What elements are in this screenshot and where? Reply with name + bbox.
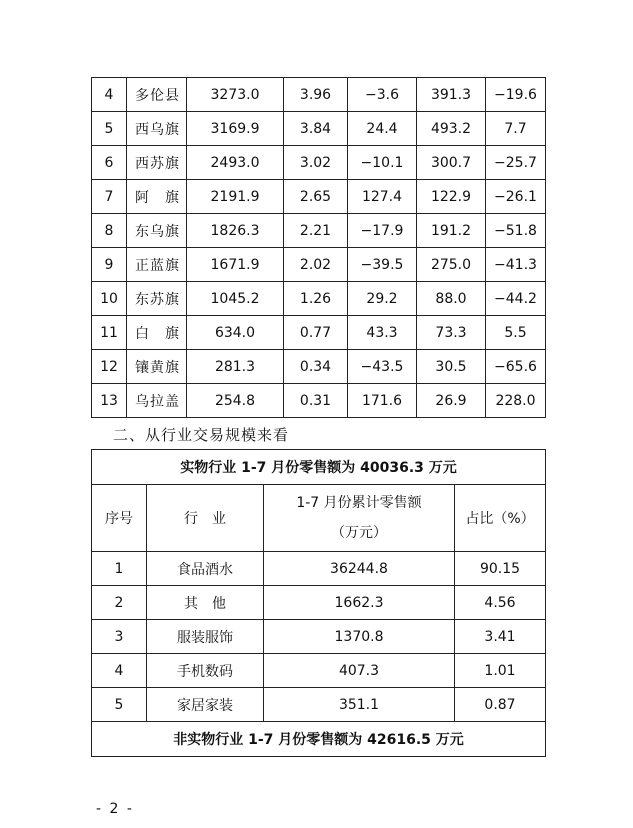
table-row	[92, 688, 546, 722]
change-cell: 5.5	[486, 316, 546, 350]
growth-cell: −43.5	[348, 350, 417, 384]
table-row	[92, 146, 546, 180]
retail-amount-cell: 1671.9	[187, 248, 284, 282]
seq-cell: 5	[92, 688, 147, 722]
table-row	[92, 248, 546, 282]
table-row	[92, 620, 546, 654]
header-industry: 行 业	[147, 485, 264, 552]
retail-amount-cell: 634.0	[187, 316, 284, 350]
table-row	[92, 112, 546, 146]
header-amount-line2: （万元）	[331, 525, 387, 541]
table-row	[92, 350, 546, 384]
share-cell: 0.31	[284, 384, 348, 418]
nonphysical-industry-banner: 非实物行业 1-7 月份零售额为 42616.5 万元	[92, 722, 546, 757]
page-number: - 2 -	[96, 801, 134, 817]
share-cell: 3.84	[284, 112, 348, 146]
county-name-cell: 东苏旗	[127, 282, 187, 316]
county-name-cell: 白 旗	[127, 316, 187, 350]
growth-cell: 171.6	[348, 384, 417, 418]
share-cell: 4.56	[455, 586, 546, 620]
rank-cell: 8	[92, 214, 127, 248]
value-cell: 122.9	[417, 180, 486, 214]
value-cell: 88.0	[417, 282, 486, 316]
table-row	[92, 654, 546, 688]
seq-cell: 3	[92, 620, 147, 654]
share-cell: 1.01	[455, 654, 546, 688]
growth-cell: −39.5	[348, 248, 417, 282]
county-retail-table	[91, 77, 546, 418]
header-seq: 序号	[92, 485, 147, 552]
table-row	[92, 384, 546, 418]
table-row	[92, 552, 546, 586]
share-cell: 2.65	[284, 180, 348, 214]
section-heading: 二、从行业交易规模来看	[113, 426, 290, 444]
retail-amount-cell: 3273.0	[187, 78, 284, 112]
change-cell: −44.2	[486, 282, 546, 316]
county-name-cell: 正蓝旗	[127, 248, 187, 282]
seq-cell: 1	[92, 552, 147, 586]
industry-retail-table	[91, 449, 546, 757]
share-cell: 1.26	[284, 282, 348, 316]
industry-name-cell: 家居家装	[147, 688, 264, 722]
change-cell: 228.0	[486, 384, 546, 418]
amount-cell: 36244.8	[264, 552, 455, 586]
seq-cell: 2	[92, 586, 147, 620]
retail-amount-cell: 2191.9	[187, 180, 284, 214]
retail-amount-cell: 3169.9	[187, 112, 284, 146]
change-cell: −51.8	[486, 214, 546, 248]
table-row	[92, 180, 546, 214]
share-cell: 3.02	[284, 146, 348, 180]
growth-cell: 24.4	[348, 112, 417, 146]
share-cell: 0.87	[455, 688, 546, 722]
county-name-cell: 镶黄旗	[127, 350, 187, 384]
seq-cell: 4	[92, 654, 147, 688]
change-cell: −19.6	[486, 78, 546, 112]
industry-name-cell: 服装服饰	[147, 620, 264, 654]
retail-amount-cell: 1826.3	[187, 214, 284, 248]
rank-cell: 12	[92, 350, 127, 384]
amount-cell: 1662.3	[264, 586, 455, 620]
rank-cell: 13	[92, 384, 127, 418]
share-cell: 0.34	[284, 350, 348, 384]
table-row	[92, 316, 546, 350]
table-row	[92, 282, 546, 316]
industry-name-cell: 其 他	[147, 586, 264, 620]
rank-cell: 6	[92, 146, 127, 180]
amount-cell: 1370.8	[264, 620, 455, 654]
share-cell: 2.21	[284, 214, 348, 248]
industry-name-cell: 食品酒水	[147, 552, 264, 586]
growth-cell: 43.3	[348, 316, 417, 350]
county-name-cell: 西乌旗	[127, 112, 187, 146]
growth-cell: −10.1	[348, 146, 417, 180]
share-cell: 3.41	[455, 620, 546, 654]
county-name-cell: 乌拉盖	[127, 384, 187, 418]
physical-industry-banner: 实物行业 1-7 月份零售额为 40036.3 万元	[92, 450, 546, 485]
value-cell: 30.5	[417, 350, 486, 384]
retail-amount-cell: 281.3	[187, 350, 284, 384]
rank-cell: 11	[92, 316, 127, 350]
value-cell: 275.0	[417, 248, 486, 282]
share-cell: 90.15	[455, 552, 546, 586]
header-amount-line1: 1-7 月份累计零售额	[296, 495, 422, 511]
growth-cell: −3.6	[348, 78, 417, 112]
change-cell: −26.1	[486, 180, 546, 214]
share-cell: 3.96	[284, 78, 348, 112]
retail-amount-cell: 1045.2	[187, 282, 284, 316]
change-cell: −65.6	[486, 350, 546, 384]
share-cell: 2.02	[284, 248, 348, 282]
value-cell: 191.2	[417, 214, 486, 248]
header-share: 占比（%）	[455, 485, 546, 552]
header-amount	[264, 485, 455, 552]
retail-amount-cell: 254.8	[187, 384, 284, 418]
table-row	[92, 586, 546, 620]
rank-cell: 10	[92, 282, 127, 316]
county-name-cell: 多伦县	[127, 78, 187, 112]
change-cell: −41.3	[486, 248, 546, 282]
rank-cell: 5	[92, 112, 127, 146]
share-cell: 0.77	[284, 316, 348, 350]
table-row	[92, 78, 546, 112]
table-row	[92, 722, 546, 757]
rank-cell: 4	[92, 78, 127, 112]
retail-amount-cell: 2493.0	[187, 146, 284, 180]
rank-cell: 9	[92, 248, 127, 282]
value-cell: 73.3	[417, 316, 486, 350]
change-cell: 7.7	[486, 112, 546, 146]
county-name-cell: 阿 旗	[127, 180, 187, 214]
table-row	[92, 214, 546, 248]
value-cell: 300.7	[417, 146, 486, 180]
county-name-cell: 东乌旗	[127, 214, 187, 248]
value-cell: 391.3	[417, 78, 486, 112]
value-cell: 26.9	[417, 384, 486, 418]
growth-cell: −17.9	[348, 214, 417, 248]
amount-cell: 351.1	[264, 688, 455, 722]
county-name-cell: 西苏旗	[127, 146, 187, 180]
growth-cell: 29.2	[348, 282, 417, 316]
change-cell: −25.7	[486, 146, 546, 180]
rank-cell: 7	[92, 180, 127, 214]
growth-cell: 127.4	[348, 180, 417, 214]
industry-name-cell: 手机数码	[147, 654, 264, 688]
value-cell: 493.2	[417, 112, 486, 146]
amount-cell: 407.3	[264, 654, 455, 688]
